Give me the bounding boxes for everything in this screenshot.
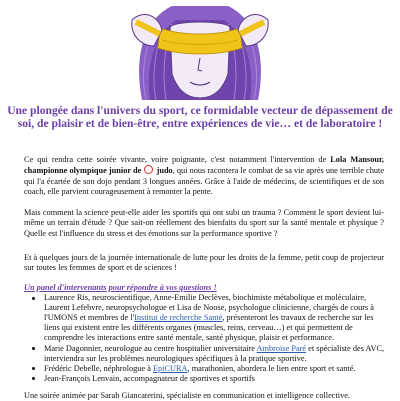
judo-icon bbox=[144, 165, 153, 174]
speaker-text: Jean-François Lenvain, accompagnateur de sportives et sportifs bbox=[44, 373, 255, 383]
speaker-text: Frédéric Debelle, néphrologue à bbox=[44, 363, 153, 373]
speaker-text: et spécialiste des AVC, interviendra sur les problèmes neurologiques spécifiques à la pratique sportive. bbox=[44, 343, 385, 363]
speaker-item bbox=[24, 344, 388, 364]
institut-sante-link[interactable]: Institut de recherche Santé bbox=[134, 313, 223, 323]
speaker-item bbox=[24, 374, 388, 384]
speaker-item bbox=[24, 293, 388, 343]
headline: Une plongée dans l'univers du sport, ce formidable vecteur de dépassement de soi, de plaisir et de bien-être, entre expériences de vie… et de laboratoire ! bbox=[7, 104, 393, 131]
speaker-text: , présenteront les travaux de recherche sur les liens qui existent entre les différents organes (muscles, reins, cerveau…) et qui permettent de comprendre les interactions entre santé mentale, santé physique, plaisir et performance. bbox=[44, 313, 374, 343]
panel-title: Un panel d'intervenants pour répondre à vos questions ! bbox=[24, 283, 217, 292]
epicura-link[interactable]: EpiCURA bbox=[152, 363, 188, 373]
speakers-panel bbox=[24, 283, 388, 384]
speaker-text: Marie Dagonnier, neurologue au centre hospitalier universitaire bbox=[44, 343, 257, 353]
ambroise-pare-link[interactable]: Ambroise Paré bbox=[256, 343, 307, 353]
host-note: Une soirée animée par Sarah Giancaterini, spécialiste en communication et intelligence collective. bbox=[24, 391, 350, 400]
womens-day-paragraph: Et à quelques jours de la journée internationale de lutte pour les droits de la femme, petit coup de projecteur sur toutes les femmes de sport et de sciences ! bbox=[24, 253, 384, 273]
athlete-name: Lola Mansour, championne olympique junior de bbox=[24, 155, 384, 176]
blindfolded-woman-illustration bbox=[102, 0, 298, 100]
speaker-text: Laurence Ris, neuroscientifique, Anne-Emilie Declèves, biochimiste métabolique et moléculaire, Laurent Lefebvre, neuropsychologue et Lisa de Noose, psychologue clinicienne, chargés de cours à l'UMONS et membres de l' bbox=[44, 293, 374, 323]
speaker-item bbox=[24, 364, 388, 374]
questions-paragraph: Mais comment la science peut-elle aider les sportifs qui ont subi un trauma ? Comment le sport devient lui-même un terrain d'étude ? Que sait-on réellement des bienfaits du sport sur la santé mentale et physique ? Quelle est l'influence du stress et des émotions sur la performance sportive ? bbox=[24, 208, 384, 238]
sport-name: judo bbox=[156, 166, 173, 176]
speaker-text: , marathonien, abordera le lien entre sport et santé. bbox=[187, 363, 356, 373]
intro-text-before: Ce qui rendra cette soirée vivante, voire poignante, c'est notamment l'intervention de bbox=[24, 155, 331, 164]
intro-text-after: , qui nous racontera le combat de sa vie après une terrible chute qui l'a écartée de son dojo pendant 3 longues années. Grâce à l'aide de médecins, de scientifiques et de son coach, elle parvient courageusement à remonter la pente. bbox=[24, 166, 385, 197]
intro-paragraph bbox=[24, 155, 384, 198]
speakers-list bbox=[24, 293, 388, 384]
